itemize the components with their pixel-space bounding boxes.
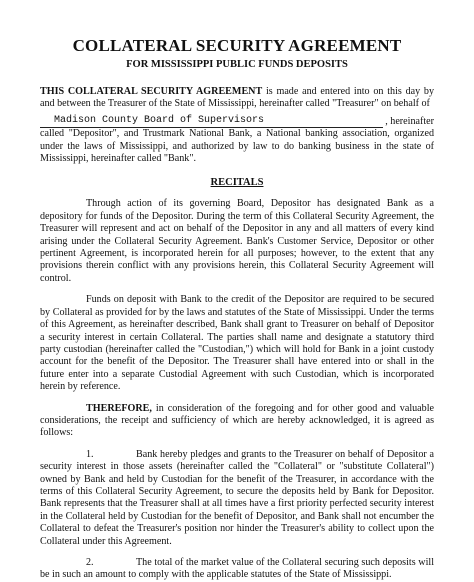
document-title: COLLATERAL SECURITY AGREEMENT [72,36,402,55]
therefore-text: in consideration of the foregoing and for other good and valuable considerations, the receipt and sufficiency of which are hereby acknowledged, it is agreed as follows: [40,402,434,439]
intro-paragraph [40,86,434,111]
list-item [40,557,434,582]
depositor-fill-row [40,115,434,128]
depositor-name-field: Madison County Board of Supervisors [40,115,383,128]
recital-paragraph-1: Through action of its governing Board, Depositor has designated Bank as a depository for funds of the Depositor. During the term of this Collateral Security Agreement, the Treasurer will represent and act on behalf of the Depositor in any and all matters of every kind arising under the Collateral Security Agreement. Bank's Customer Service, Depositor or other pertinent Agreement, is incorporated herein for all purposes; however, to the extent that any provisions therein conflict with any provisions herein, this Collateral Security Agreement will control. [40,198,434,284]
therefore-paragraph [40,403,434,440]
list-item-text: The total of the market value of the Collateral securing such deposits will be in such an amount to comply with the applicable statutes of the State of Mississippi. [40,557,434,581]
intro-text: is made and entered into on this day by and between the Treasurer of the State of Mississippi, hereinafter called "Treasurer" on behalf of [40,86,435,110]
list-item-number: 1. [86,448,94,460]
recitals-heading: RECITALS [210,177,264,189]
list-item-number: 2. [86,557,94,568]
list-item [40,449,434,548]
fill-suffix-text: , hereinafter [385,115,434,127]
intro-bold-text: THIS COLLATERAL SECURITY AGREEMENT [40,86,263,97]
recital-paragraph-2: Funds on deposit with Bank to the credit of the Depositor are required to be secured by Collateral as provided for by the laws and statutes of the State of Mississippi. Under the terms of this Agreement, as hereinafter described, Bank shall grant to Treasurer on behalf of Depositor a security interest in certain Collateral. The parties shall name and designate a statutory third party custodian (hereinafter called the "Custodian,") which will hold for Bank in a joint custody account for the benefit of the Depositor. The Treasurer shall have entered into or shall in the future enter into a separate Custodial Agreement with such Custodian, which is incorporated herein by reference. [40,294,434,393]
intro-continuation: called "Depositor", and Trustmark National Bank, a National banking association, organized under the laws of Mississippi, and authorized by law to do banking business in the state of Mississippi, hereinafter called "Bank". [40,128,434,165]
document-subtitle: FOR MISSISSIPPI PUBLIC FUNDS DEPOSITS [126,59,348,70]
list-item-text: Bank hereby pledges and grants to the Treasurer on behalf of Depositor a security interest in those assets (hereinafter called the "Collateral" or "substitute Collateral") owned by Bank and held by Custodian for the benefit of the Treasurer, in accordance with the terms of this Collateral Security Agreement, to secure the deposits held by Bank for Depositor. Bank represents that the Treasurer shall at all times have a first priority perfected security interest in the Collateral held by Custodian for the benefit of Depositor, and Bank shall not encumber the Collateral to defeat the Treasurer's position nor hinder the Treasurer's ability to collect upon the Collateral under this Agreement. [40,448,434,547]
therefore-bold-text: THEREFORE, [86,402,152,414]
